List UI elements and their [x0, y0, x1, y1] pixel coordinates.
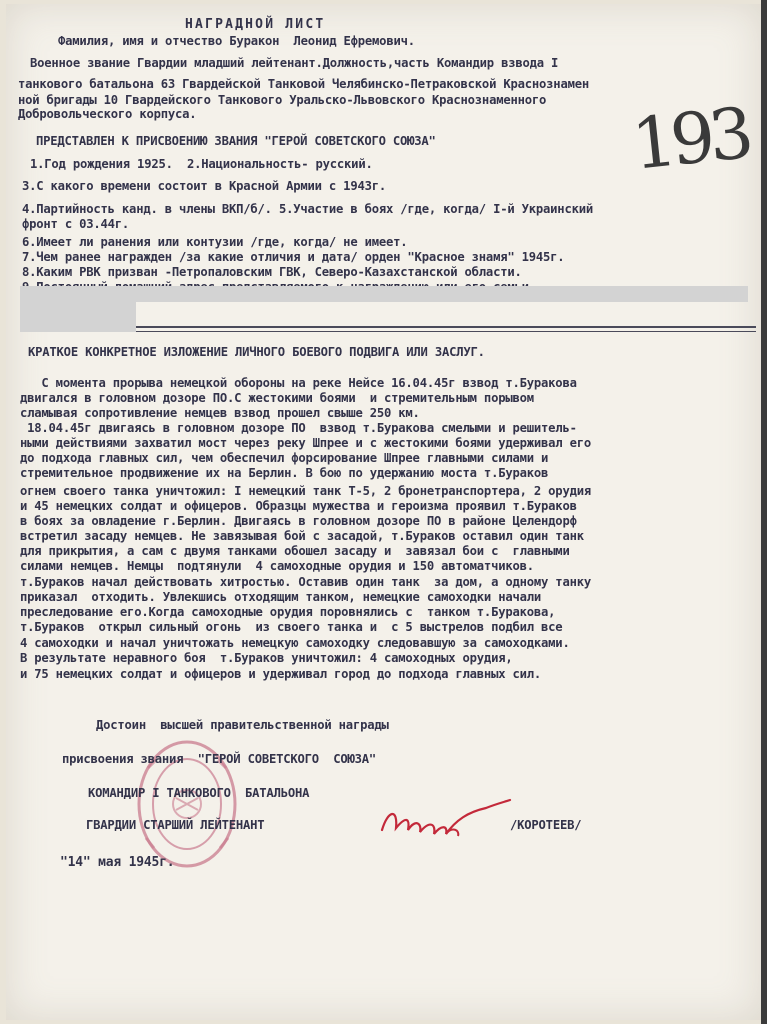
recommendation-line: присвоения звания "ГЕРОЙ СОВЕТСКОГО СОЮЗА"	[62, 752, 377, 766]
text-line: Добровольческого корпуса.	[18, 107, 197, 121]
commander-rank: ГВАРДИИ СТАРШИЙ ЛЕЙТЕНАНТ	[86, 818, 265, 832]
text-line: двигался в головном дозоре ПО.С жестокими боями и стремительным порывом	[20, 391, 534, 405]
text-line: В результате неравного боя т.Бураков уничтожил: 4 самоходных орудия,	[20, 651, 513, 665]
text-line: ПРЕДСТАВЛЕН К ПРИСВОЕНИЮ ЗВАНИЯ "ГЕРОЙ СОВЕТСКОГО СОЮЗА"	[36, 134, 436, 148]
text-line: т.Бураков открыл сильный огонь из своего танка и с 5 выстрелов подбил все	[20, 620, 563, 634]
text-line: и 75 немецких солдат и офицеров и удерживал город до подхода главных сил.	[20, 667, 542, 681]
text-line: и 45 немецких солдат и офицеров. Образцы мужества и героизма проявил т.Бураков	[20, 499, 577, 513]
text-line: до подхода главных сил, чем обеспечил форсирование Шпрее главными силами и	[20, 451, 549, 465]
text-line: 4 самоходки и начал уничтожать немецкую самоходку следовавшую за самоходками.	[20, 636, 570, 650]
text-line: Военное звание Гвардии младший лейтенант.Должность,часть Командир взвода I	[30, 56, 559, 70]
text-line: встретил засаду немцев. Не завязывая бой с засадой, т.Бураков оставил один танк	[20, 529, 584, 543]
separator-line	[136, 326, 756, 332]
text-line: силами немцев. Немцы подтянули 4 самоходные орудия и 150 автоматчиков.	[20, 559, 534, 573]
text-line: преследование его.Когда самоходные орудия поровнялись с танком т.Буракова,	[20, 605, 556, 619]
commander-title: КОМАНДИР I ТАНКОВОГО БАТАЛЬОНА	[88, 786, 310, 800]
text-line: стремительное продвижение их на Берлин. В бою по удержанию моста т.Бураков	[20, 466, 549, 480]
document-date: "14" мая 1945г.	[60, 855, 175, 870]
archive-page-number: 193	[628, 92, 752, 186]
text-line: в боях за овладение г.Берлин. Двигаясь в головном дозоре ПО в районе Целендорф	[20, 514, 577, 528]
text-line: С момента прорыва немецкой обороны на реке Нейсе 16.04.45г взвод т.Буракова	[20, 376, 577, 390]
text-line: 6.Имеет ли ранения или контузии /где, когда/ не имеет.	[22, 235, 408, 249]
text-line: т.Бураков начал действовать хитростью. Оставив один танк за дом, а одному танку	[20, 575, 591, 589]
text-line: фронт с 03.44г.	[22, 217, 130, 231]
text-line: Фамилия, имя и отчество Буракон Леонид Ефремович.	[58, 34, 415, 48]
text-line: ной бригады 10 Гвардейского Танкового Уральско-Львовского Краснознаменного	[18, 93, 547, 107]
redaction-bar	[20, 302, 136, 332]
text-line: 7.Чем ранее награжден /за какие отличия и дата/ орден "Красное знамя" 1945г.	[22, 250, 565, 264]
text-line: приказал отходить. Увлекшись отходящим танком, немецкие самоходки начали	[20, 590, 542, 604]
text-line: 4.Партийность канд. в члены ВКП/б/. 5.Участие в боях /где, когда/ I-й Украинский	[22, 202, 593, 216]
section-heading: КРАТКОЕ КОНКРЕТНОЕ ИЗЛОЖЕНИЕ ЛИЧНОГО БОЕВОГО ПОДВИГА ИЛИ ЗАСЛУГ.	[28, 345, 485, 359]
document-title: НАГРАДНОЙ ЛИСТ	[185, 17, 326, 32]
text-line: 18.04.45г двигаясь в головном дозоре ПО взвод т.Буракова смелыми и решитель-	[20, 421, 577, 435]
text-line: сламывая сопротивление немцев взвод прошел свыше 250 км.	[20, 406, 420, 420]
text-line: огнем своего танка уничтожил: I немецкий танк Т-5, 2 бронетранспортера, 2 орудия	[20, 484, 591, 498]
recommendation-line: Достоин высшей правительственной награды	[96, 718, 389, 732]
handwritten-signature	[376, 790, 516, 846]
text-line: для прикрытия, а сам с двумя танками обошел засаду и завязал бои с главными	[20, 544, 570, 558]
text-line: 8.Каким РВК призван -Петропаловским ГВК, Северо-Казахстанской области.	[22, 265, 522, 279]
commander-name: /КОРОТЕЕВ/	[510, 818, 582, 832]
text-line: танкового батальона 63 Гвардейской Танковой Челябинско-Петраковской Краснознамен	[18, 77, 589, 91]
text-line: 3.С какого времени состоит в Красной Армии с 1943г.	[22, 179, 387, 193]
text-line: 1.Год рождения 1925. 2.Национальность- русский.	[30, 157, 373, 171]
text-line: ными действиями захватил мост через реку Шпрее и с жестокими боями удерживал его	[20, 436, 591, 450]
scan-edge	[761, 0, 767, 1024]
redaction-bar	[20, 286, 748, 302]
